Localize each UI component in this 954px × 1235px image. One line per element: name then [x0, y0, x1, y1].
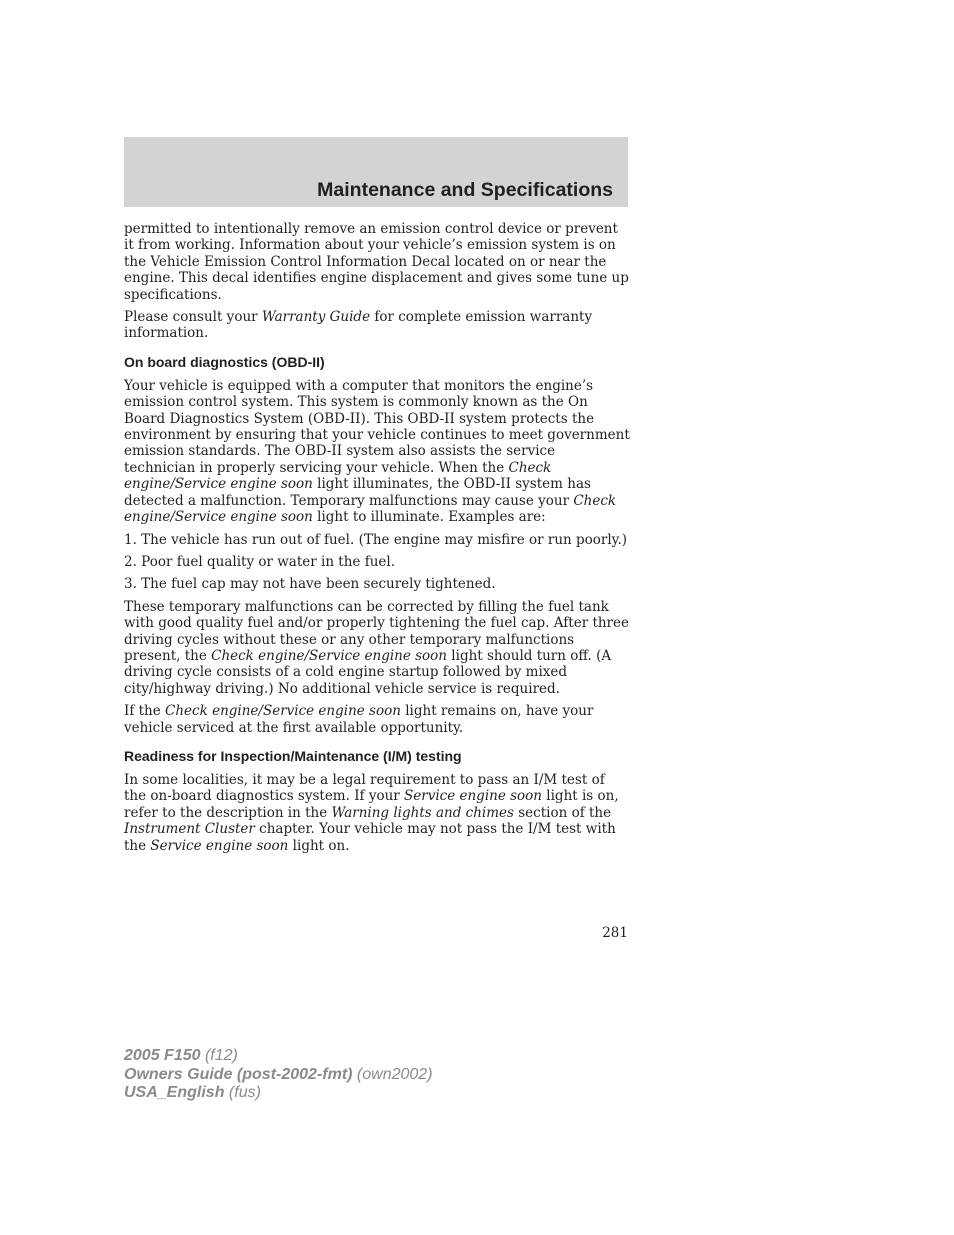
list-item: 1. The vehicle has run out of fuel. (The engine may misfire or run poorly.) [124, 531, 628, 548]
text-run: for complete emission warranty information. [124, 309, 593, 342]
paragraph-obd-intro [124, 378, 630, 526]
paragraph-warranty [124, 309, 630, 342]
service-engine-ref: Service engine soon [150, 837, 289, 854]
instrument-cluster-ref: Instrument Cluster [124, 821, 255, 838]
footer-line [124, 1047, 433, 1066]
footer-language-code: (fus) [224, 1084, 261, 1101]
page-content [124, 221, 630, 860]
text-run: chapter. Your vehicle may not pass the I/M test with the [124, 821, 616, 854]
paragraph-temporary-malfunctions [124, 599, 630, 697]
text-run: light should turn off. (A driving cycle consists of a cold engine startup followed by mixed city/highway driving.) No additional vehicle service is required. [124, 647, 612, 697]
warning-lights-ref: Warning lights and chimes [331, 804, 514, 821]
footer-model: 2005 F150 [124, 1047, 201, 1064]
document-footer [124, 1047, 433, 1103]
check-engine-ref: Check engine/Service engine soon [165, 703, 401, 720]
check-engine-ref: Check engine/Service engine soon [124, 459, 552, 493]
footer-guide-code: (own2002) [352, 1065, 433, 1083]
paragraph-im-testing [124, 772, 630, 854]
footer-line [124, 1084, 433, 1103]
check-engine-ref: Check engine/Service engine soon [124, 492, 617, 526]
text-run: light remains on, have your vehicle serviced at the first available opportunity. [124, 703, 594, 736]
footer-model-code: (f12) [200, 1047, 238, 1064]
service-engine-ref: Service engine soon [404, 788, 542, 805]
list-item: 2. Poor fuel quality or water in the fuel. [124, 553, 395, 570]
footer-line [124, 1066, 433, 1085]
list-item: 3. The fuel cap may not have been securely tightened. [124, 576, 496, 593]
page-number: 281 [602, 925, 628, 941]
footer-language: USA_English [124, 1084, 225, 1101]
text-run: section of the [513, 804, 612, 821]
text-run: light is on, refer to the description in the [124, 788, 619, 821]
heading-im-testing: Readiness for Inspection/Maintenance (I/M) testing [124, 747, 462, 764]
section-header-band [124, 137, 628, 207]
text-run: light on. [288, 837, 350, 854]
section-title: Maintenance and Specifications [317, 179, 613, 201]
paragraph-emission-decal: permitted to intentionally remove an emission control device or prevent it from working. Information about your vehicle’s emission system is on the Vehicle Emission Control Information Decal located on or near the engine. This decal identifies engine displacement and gives some tune up specifications. [124, 221, 629, 303]
text-run: light illuminates, the OBD-II system has detected a malfunction. Temporary malfunctions may cause your [124, 476, 591, 509]
warranty-guide-ref: Warranty Guide [261, 309, 371, 326]
text-run: Please consult your [124, 309, 262, 326]
footer-guide: Owners Guide (post-2002-fmt) [124, 1065, 353, 1083]
text-run: These temporary malfunctions can be corrected by filling the fuel tank with good quality fuel and/or properly tightening the fuel cap. After three driving cycles without these or any other temporary malfunctions present, the [124, 598, 629, 664]
heading-obd: On board diagnostics (OBD-II) [124, 353, 325, 370]
text-run: Your vehicle is equipped with a computer that monitors the engine’s emission control system. This system is commonly known as the On Board Diagnostics System (OBD-II). This OBD-II system protects the environment by ensuring that your vehicle continues to meet government emission standards. The OBD-II system also assists the service technician in properly servicing your vehicle. When the [124, 377, 630, 476]
text-run: light to illuminate. Examples are: [312, 509, 546, 526]
text-run: If the [124, 703, 166, 720]
text-run: In some localities, it may be a legal requirement to pass an I/M test of the on-board diagnostics system. If your [124, 771, 605, 805]
check-engine-ref: Check engine/Service engine soon [211, 647, 448, 664]
paragraph-light-remains [124, 703, 630, 736]
